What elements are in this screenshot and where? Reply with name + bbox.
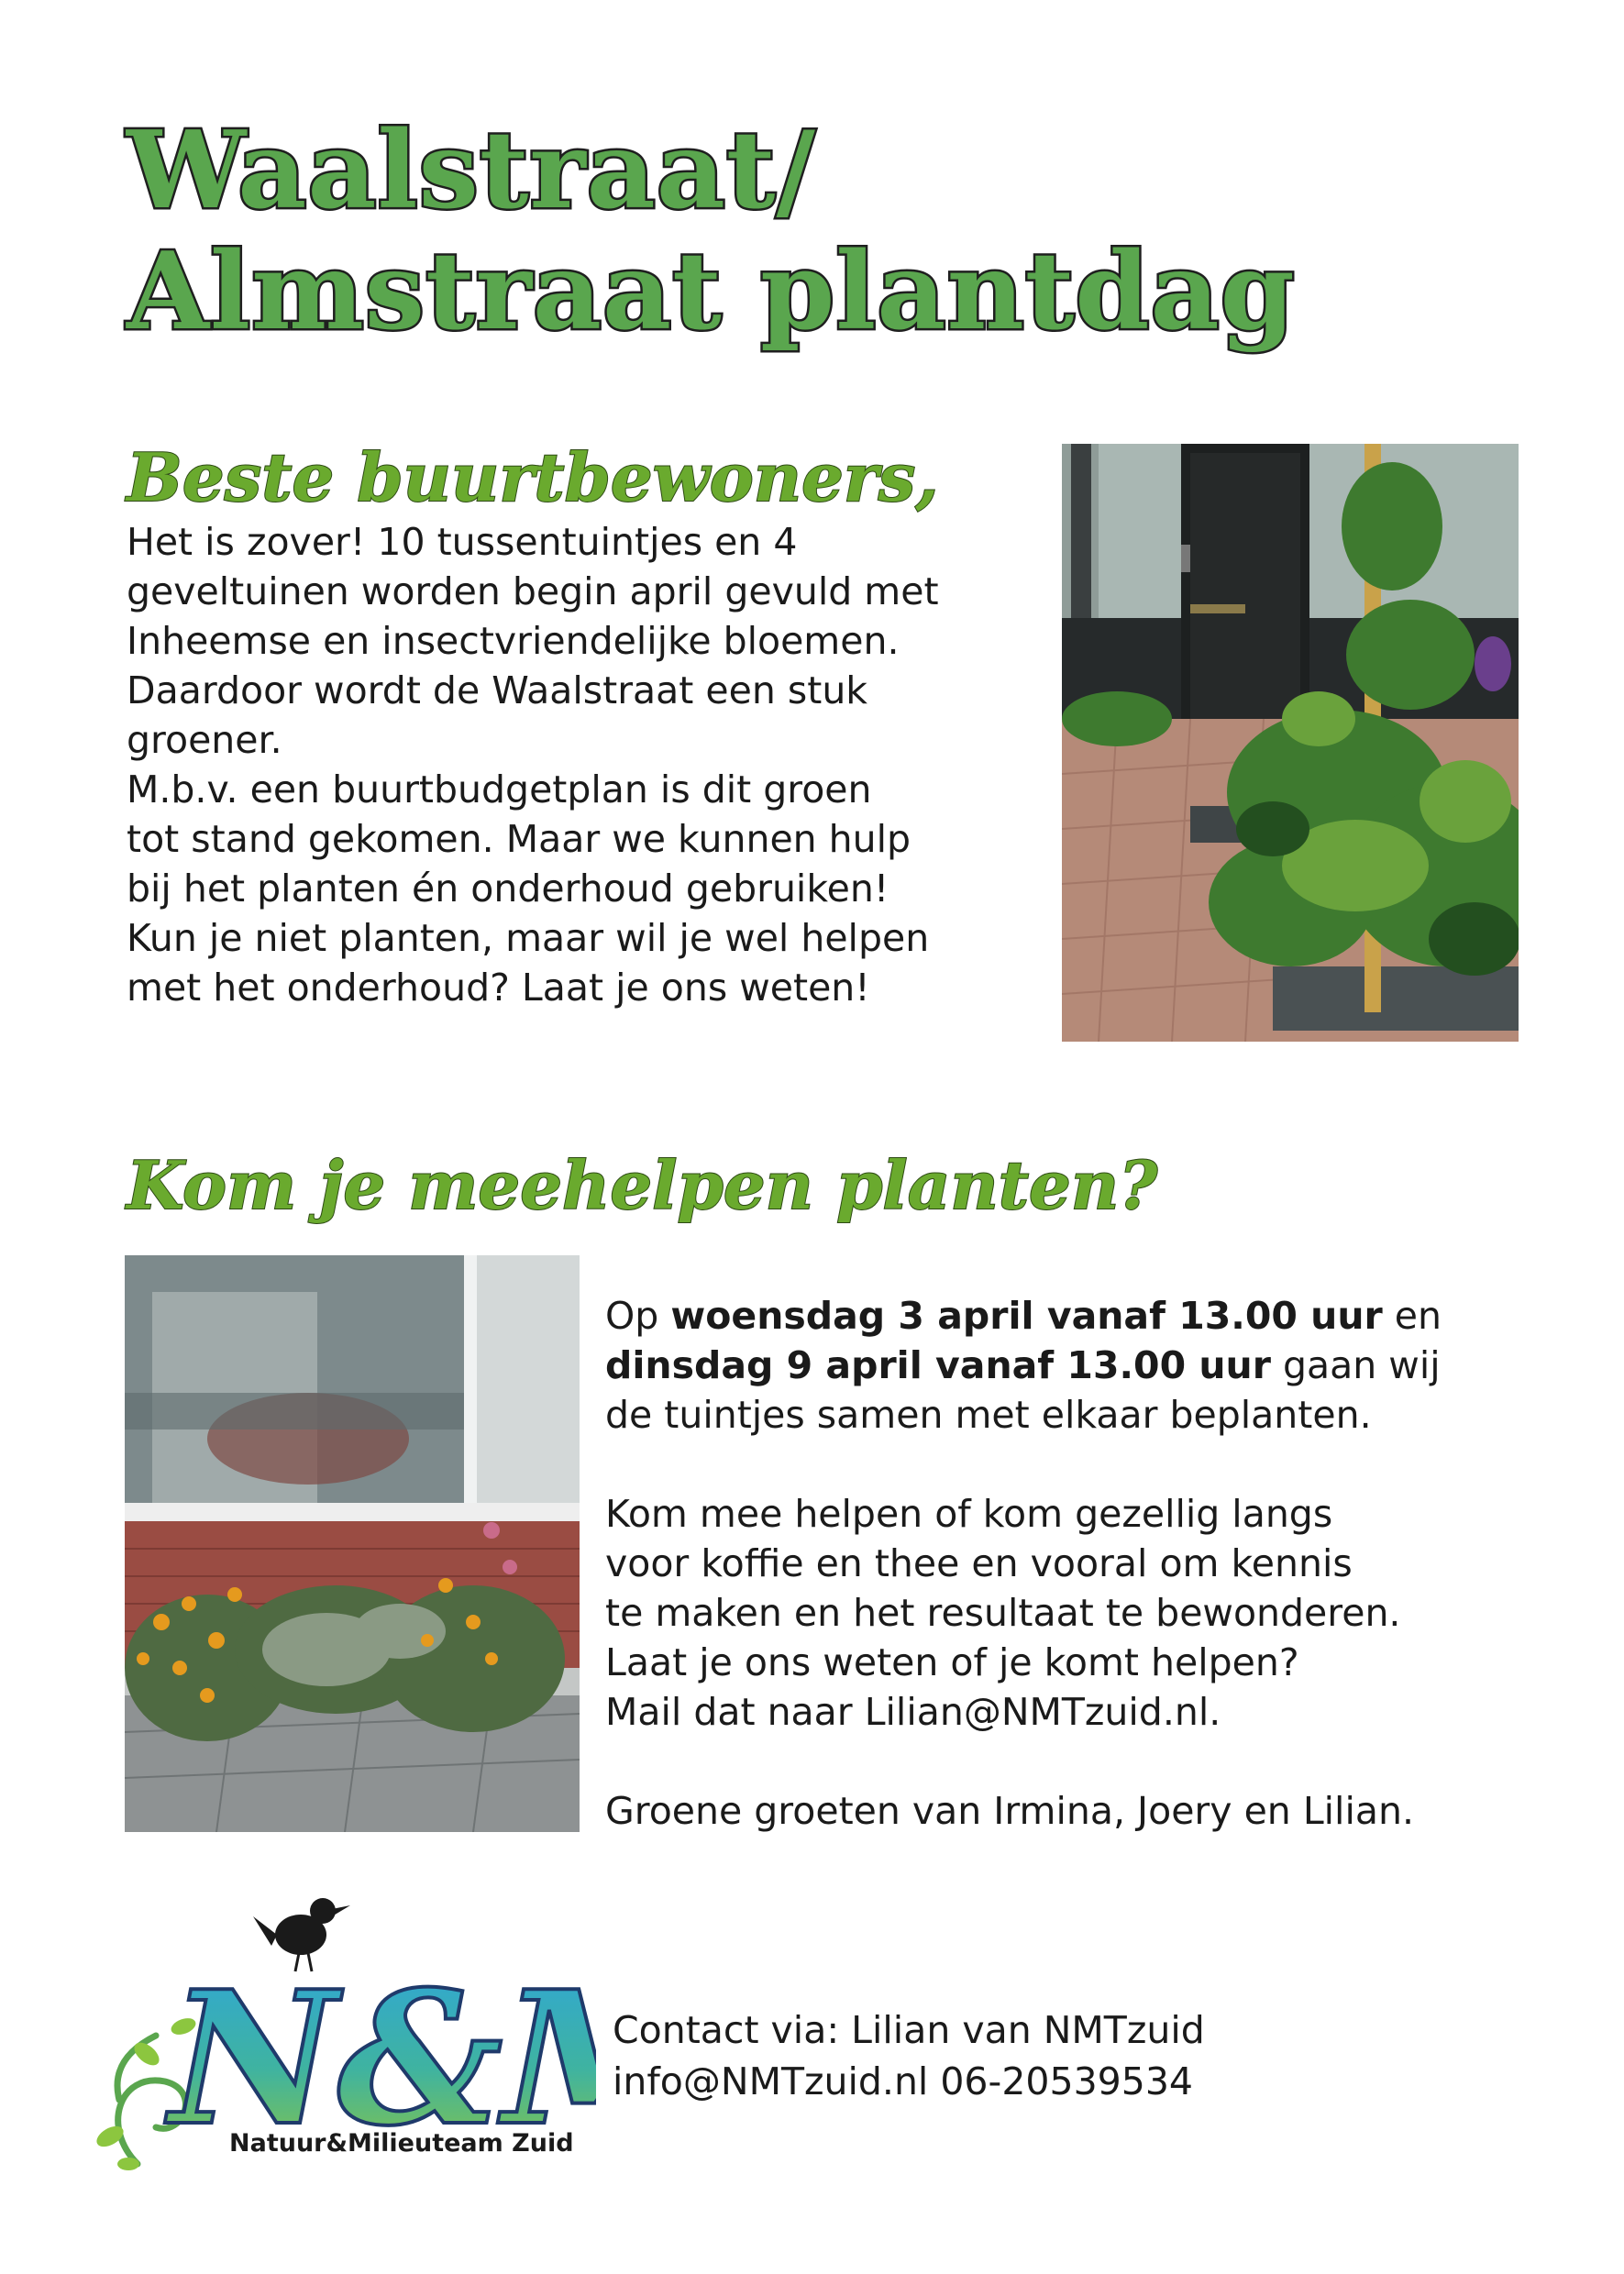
logo-subtitle: Natuur&Milieuteam Zuid bbox=[229, 2129, 574, 2158]
event-line-2 bbox=[605, 1341, 1568, 1390]
intro-line: tot stand gekomen. Maar we kunnen hulp bbox=[127, 817, 911, 861]
invite-line: Laat je ons weten of je komt helpen? bbox=[605, 1640, 1299, 1684]
invite-line: te maken en het resultaat te bewonderen. bbox=[605, 1591, 1401, 1635]
greeting-heading: Beste buurtbewoners, bbox=[127, 438, 939, 516]
intro-line: M.b.v. een buurtbudgetplan is dit groen bbox=[127, 767, 872, 811]
invite-line: Mail dat naar Lilian@NMTzuid.nl. bbox=[605, 1690, 1221, 1734]
nm-logo bbox=[83, 1889, 596, 2173]
flyer-title bbox=[127, 110, 1557, 352]
garden-photo-window bbox=[125, 1255, 580, 1832]
intro-line: Kun je niet planten, maar wil je wel helpen bbox=[127, 916, 930, 960]
invite-line: voor koffie en thee en vooral om kennis bbox=[605, 1541, 1353, 1585]
event-text: gaan wij bbox=[1270, 1343, 1441, 1387]
invite-paragraph bbox=[605, 1489, 1568, 1737]
invite-line: Kom mee helpen of kom gezellig langs bbox=[605, 1492, 1333, 1536]
event-date-2: dinsdag 9 april vanaf 13.00 uur bbox=[605, 1343, 1271, 1387]
intro-line: Daardoor wordt de Waalstraat een stuk bbox=[127, 668, 868, 712]
event-text: en bbox=[1382, 1294, 1442, 1338]
event-details bbox=[605, 1291, 1568, 1836]
title-line-2: Almstraat plantdag bbox=[127, 229, 1296, 354]
intro-line: met het onderhoud? Laat je ons weten! bbox=[127, 966, 870, 1010]
event-line-3: de tuintjes samen met elkaar beplanten. bbox=[605, 1393, 1372, 1437]
contact-line-2: info@NMTzuid.nl 06-20539534 bbox=[613, 2059, 1193, 2103]
garden-photo-door-illustration bbox=[1062, 444, 1519, 1042]
garden-photo-door bbox=[1062, 444, 1519, 1042]
intro-paragraph bbox=[127, 517, 1062, 1012]
intro-line: bij het planten én onderhoud gebruiken! bbox=[127, 867, 889, 911]
event-date-1: woensdag 3 april vanaf 13.00 uur bbox=[670, 1294, 1383, 1338]
closing-line: Groene groeten van Irmina, Joery en Lilian. bbox=[605, 1789, 1414, 1833]
intro-line: groener. bbox=[127, 718, 282, 762]
intro-line: geveltuinen worden begin april gevuld met bbox=[127, 569, 939, 613]
intro-line: Inheemse en insectvriendelijke bloemen. bbox=[127, 619, 900, 663]
contact-line-1: Contact via: Lilian van NMTzuid bbox=[613, 2008, 1205, 2052]
title-line-1: Waalstraat/ bbox=[127, 108, 816, 233]
logo-mark: N& bbox=[170, 1951, 503, 2167]
event-dates-paragraph bbox=[605, 1291, 1568, 1440]
event-line-1 bbox=[605, 1291, 1568, 1341]
helping-heading: Kom je meehelpen planten? bbox=[127, 1146, 1158, 1224]
event-text: Op bbox=[605, 1294, 671, 1338]
contact-block bbox=[613, 2004, 1205, 2107]
intro-line: Het is zover! 10 tussentuintjes en 4 bbox=[127, 520, 798, 564]
garden-photo-window-illustration bbox=[125, 1255, 580, 1832]
closing-greeting bbox=[605, 1786, 1568, 1836]
